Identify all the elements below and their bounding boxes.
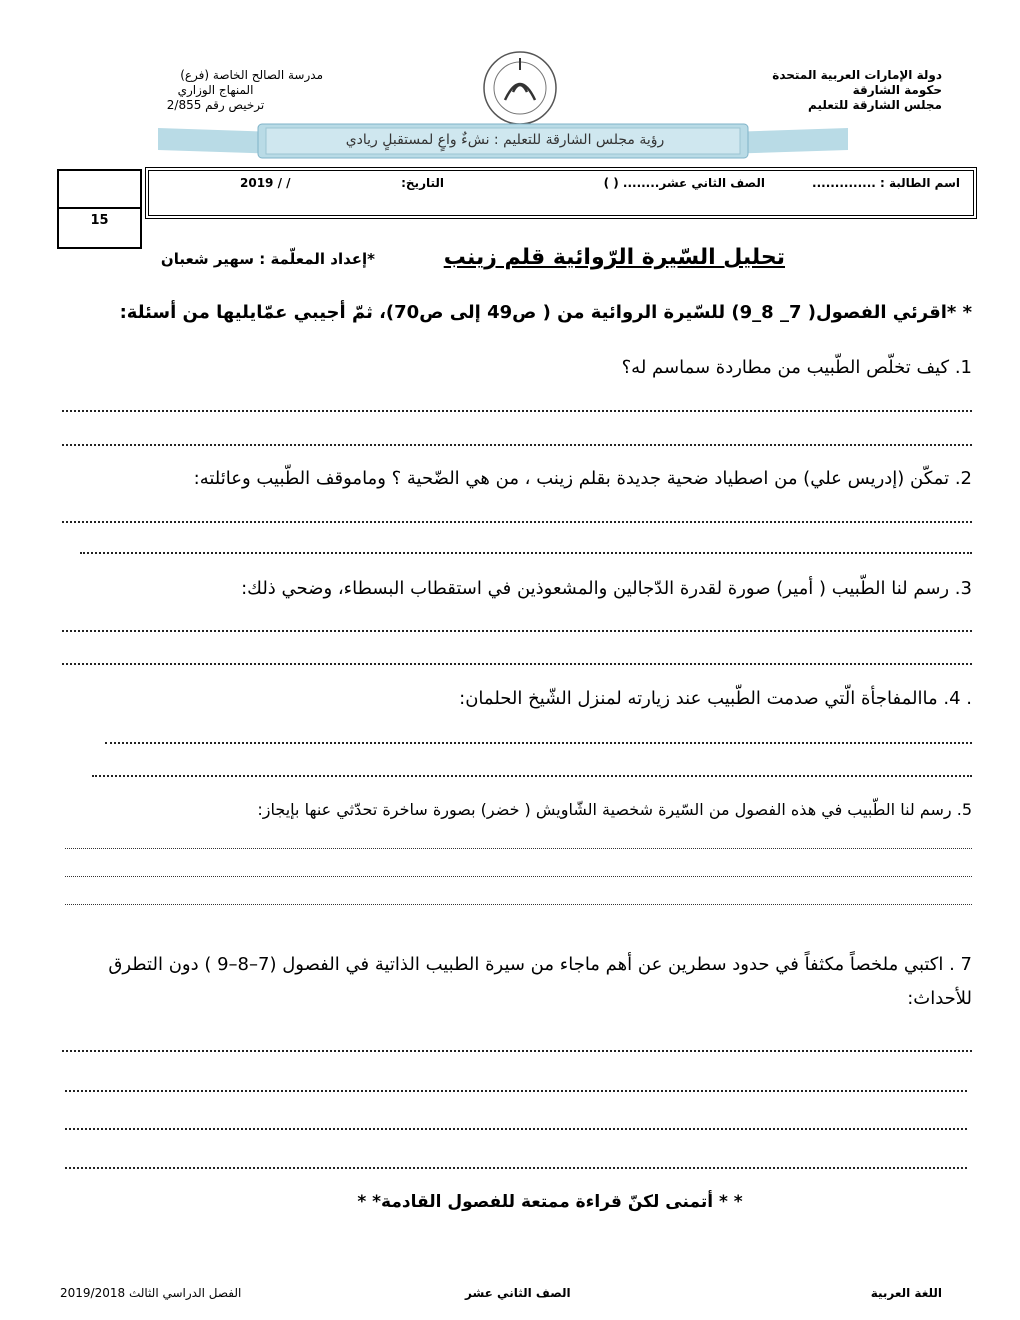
header-school bbox=[108, 68, 323, 113]
header-license: ترخيص رقم 2/855 bbox=[166, 98, 265, 112]
header-country: دولة الإمارات العربية المتحدة bbox=[772, 68, 942, 82]
header-government-name: حكومة الشارقة bbox=[852, 83, 942, 97]
score-total: 15 bbox=[90, 213, 109, 228]
score-box bbox=[57, 169, 142, 249]
question-4: . 4. ماالمفاجأة الّتي صدمت الطّبيب عند زيارته لمنزل الشّيخ الحلمان: bbox=[459, 688, 972, 709]
answer-line[interactable] bbox=[65, 848, 972, 849]
question-3: 3. رسم لنا الطّبيب ( أمير) صورة لقدرة الدّجالين والمشعوذين في استقطاب البسطاء، وضحي ذلك: bbox=[241, 578, 972, 599]
closing-wish: * * أتمنى لكنّ قراءة ممتعة للفصول القادمة* * bbox=[357, 1192, 743, 1212]
vision-text: رؤية مجلس الشارقة للتعليم : نشءٌ واعٍ لمستقبلٍ ريادي bbox=[345, 132, 665, 148]
header-council: مجلس الشارقة للتعليم bbox=[808, 98, 942, 112]
student-name-field[interactable]: اسم الطالبة : .............. bbox=[812, 176, 960, 190]
answer-line[interactable] bbox=[65, 1090, 967, 1092]
instruction: * *اقرئي الفصول( 7_ 8_9) للسّيرة الروائية من ( ص49 إلى ص70)، ثمّ أجيبي عمّايليها من أسئلة: bbox=[119, 302, 972, 323]
answer-line[interactable] bbox=[65, 1167, 967, 1169]
question-1: 1. كيف تخلّص الطّبيب من مطاردة سماسم له؟ bbox=[621, 357, 972, 378]
date-label: التاريخ: bbox=[401, 176, 444, 190]
header-curriculum: المنهاج الوزاري bbox=[177, 83, 254, 97]
question-2: 2. تمكّن (إدريس علي) من اصطياد ضحية جديدة بقلم زينب ، من هي الضّحية ؟ وماموقف الطّبيب وعائلته: bbox=[193, 468, 972, 489]
answer-line[interactable] bbox=[65, 1128, 967, 1130]
answer-line[interactable] bbox=[105, 742, 972, 744]
footer-subject: اللغة العربية bbox=[870, 1286, 942, 1300]
answer-line[interactable] bbox=[62, 410, 972, 412]
date-field[interactable]: 2019 / / bbox=[240, 176, 291, 190]
answer-line[interactable] bbox=[62, 444, 972, 446]
score-divider bbox=[57, 207, 142, 209]
page-title: تحليل السّيرة الرّوائية قلم زينب bbox=[443, 245, 785, 270]
question-5: 5. رسم لنا الطّبيب في هذه الفصول من السّيرة شخصية الشّاويش ( خضر) بصورة ساخرة تحدّثي عنها بإيجاز: bbox=[257, 800, 972, 819]
footer-term: الفصل الدراسي الثالث 2019/2018 bbox=[60, 1286, 242, 1300]
answer-line[interactable] bbox=[92, 775, 972, 777]
answer-line[interactable] bbox=[62, 1050, 972, 1052]
grade-field[interactable]: الصف الثاني عشر........ ( ) bbox=[603, 176, 765, 190]
answer-line[interactable] bbox=[65, 876, 972, 877]
header-government bbox=[722, 68, 942, 113]
footer-grade: الصف الثاني عشر bbox=[465, 1286, 571, 1300]
teacher-name: *إعداد المعلّمة : سهير شعبان bbox=[160, 250, 375, 268]
answer-line[interactable] bbox=[62, 630, 972, 632]
answer-line[interactable] bbox=[80, 552, 972, 554]
question-7: 7 . اكتبي ملخصاً مكثفاً في حدود سطرين عن أهم ماجاء من سيرة الطبيب الذاتية في الفصول (7–8–9 ) دون التطرق للأحداث: bbox=[108, 954, 972, 1009]
answer-line[interactable] bbox=[65, 904, 972, 905]
answer-line[interactable] bbox=[62, 521, 972, 523]
header-school-name: مدرسة الصالح الخاصة (فرع) bbox=[180, 68, 323, 82]
answer-line[interactable] bbox=[62, 663, 972, 665]
